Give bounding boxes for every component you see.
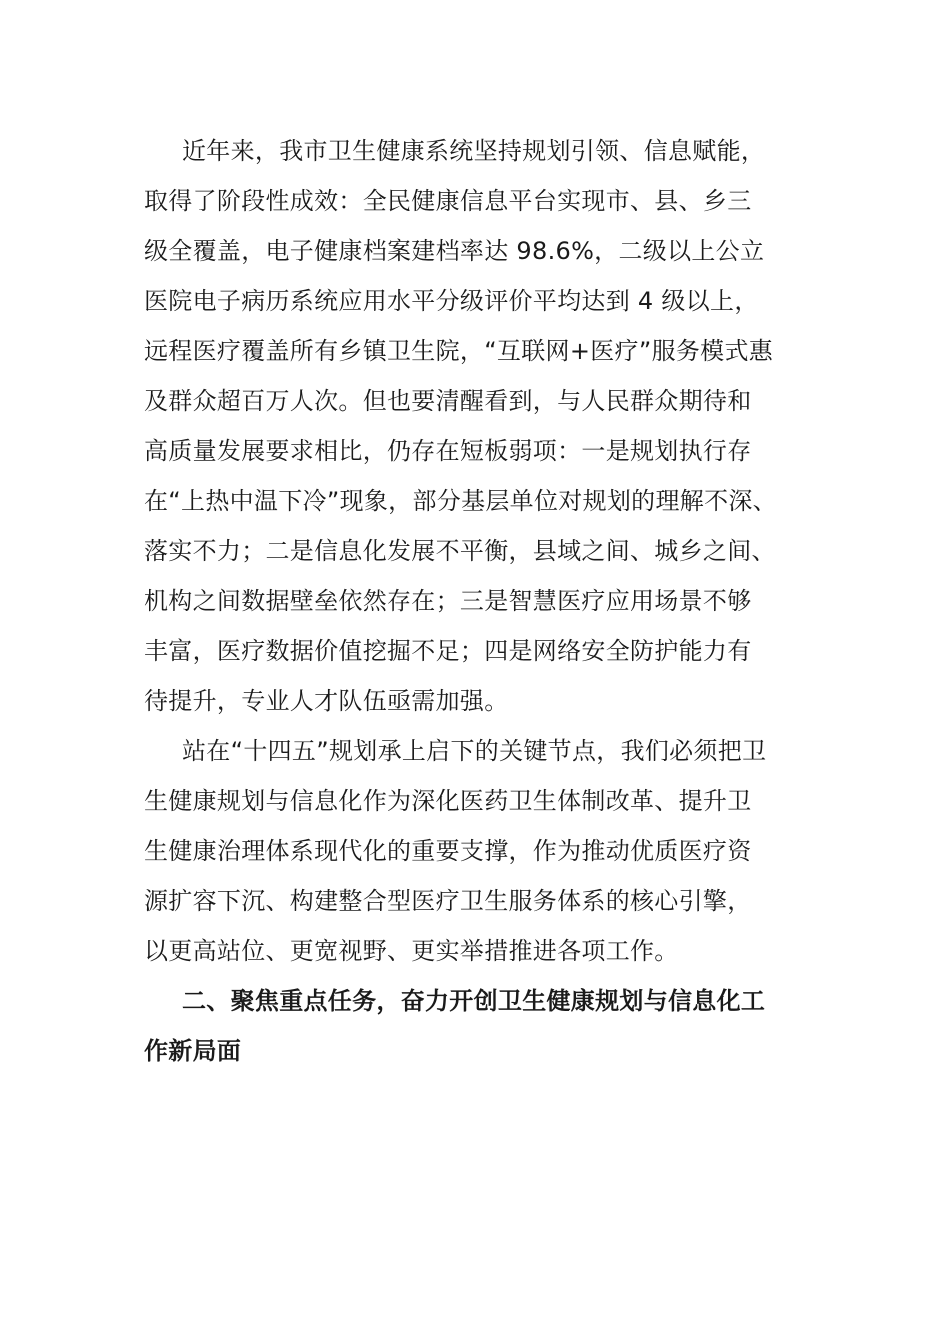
section-heading	[144, 976, 800, 1076]
paragraph-line: 落实不力；二是信息化发展不平衡，县域之间、城乡之间、	[144, 537, 776, 565]
paragraph-line: 取得了阶段性成效：全民健康信息平台实现市、县、乡三	[144, 187, 752, 215]
paragraph-line: 医院电子病历系统应用水平分级评价平均达到 4 级以上，	[144, 287, 759, 315]
heading-line: 作新局面	[144, 1037, 242, 1065]
paragraph-line: 在“上热中温下冷”现象，部分基层单位对规划的理解不深、	[144, 487, 777, 515]
paragraph-line: 及群众超百万人次。但也要清醒看到，与人民群众期待和	[144, 387, 752, 415]
paragraph-line: 近年来，我市卫生健康系统坚持规划引领、信息赋能，	[182, 137, 766, 165]
paragraph-line: 丰富，医疗数据价值挖掘不足；四是网络安全防护能力有	[144, 637, 752, 665]
paragraph-line: 站在“十四五”规划承上启下的关键节点，我们必须把卫	[182, 737, 767, 765]
paragraph-line: 远程医疗覆盖所有乡镇卫生院，“互联网+医疗”服务模式惠	[144, 337, 774, 365]
heading-line: 二、聚焦重点任务，奋力开创卫生健康规划与信息化工	[182, 987, 766, 1015]
paragraph-line: 高质量发展要求相比，仍存在短板弱项：一是规划执行存	[144, 437, 752, 465]
paragraph-line: 生健康治理体系现代化的重要支撑，作为推动优质医疗资	[144, 837, 752, 865]
paragraph-line: 源扩容下沉、构建整合型医疗卫生服务体系的核心引擎，	[144, 887, 752, 915]
paragraph-line: 机构之间数据壁垒依然存在；三是智慧医疗应用场景不够	[144, 587, 752, 615]
paragraph-line: 级全覆盖，电子健康档案建档率达 98.6%，二级以上公立	[144, 237, 765, 265]
paragraph-line: 待提升，专业人才队伍亟需加强。	[144, 687, 509, 715]
paragraph-2	[144, 726, 800, 976]
paragraph-1	[144, 126, 800, 726]
paragraph-line: 生健康规划与信息化作为深化医药卫生体制改革、提升卫	[144, 787, 752, 815]
document-body	[144, 126, 800, 1076]
paragraph-line: 以更高站位、更宽视野、更实举措推进各项工作。	[144, 937, 679, 965]
